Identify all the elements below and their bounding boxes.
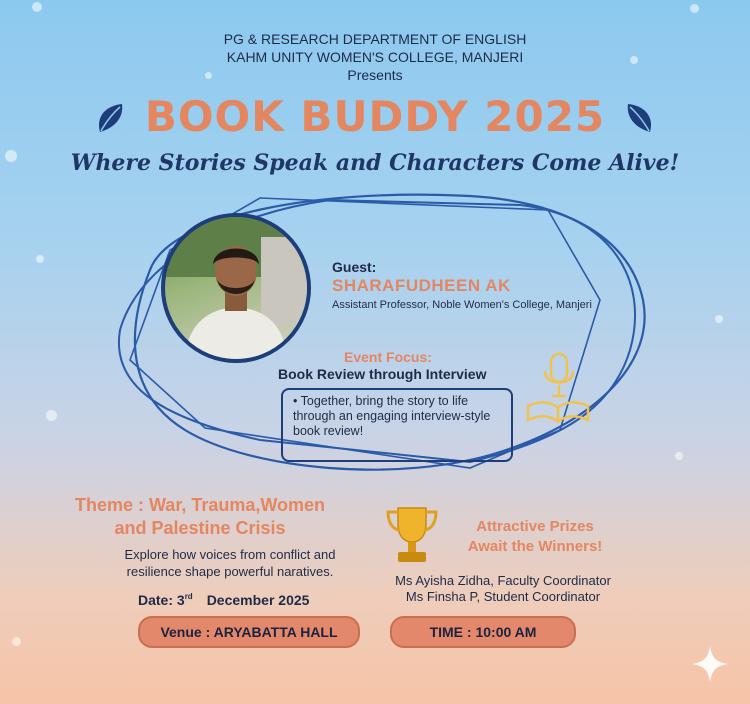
theme-heading xyxy=(40,494,360,540)
guest-label: Guest: xyxy=(332,259,377,275)
venue-pill: Venue : ARYABATTA HALL xyxy=(138,616,360,648)
sparkle-icon xyxy=(690,644,730,684)
student-coordinator: Ms Finsha P, Student Coordinator xyxy=(405,589,601,604)
event-focus-bullet: • Together, bring the story to life through an engaging interview-style book review! xyxy=(293,394,491,438)
microphone-book-icon xyxy=(522,350,594,428)
presents-text: Presents xyxy=(347,67,403,83)
time-pill: TIME : 10:00 AM xyxy=(390,616,576,648)
event-date xyxy=(138,592,309,608)
department-name: PG & RESEARCH DEPARTMENT OF ENGLISH xyxy=(223,31,527,47)
guest-name: SHARAFUDHEEN AK xyxy=(332,276,511,295)
college-name: KAHM UNITY WOMEN'S COLLEGE, MANJERI xyxy=(226,49,524,65)
event-focus-label: Event Focus: xyxy=(344,349,432,365)
theme-line-1: Theme : War, Trauma,Women xyxy=(74,495,326,515)
prizes-line-1: Attractive Prizes xyxy=(476,518,594,535)
guest-role: Assistant Professor, Noble Women's College, Manjeri xyxy=(332,299,592,311)
event-tagline: Where Stories Speak and Characters Come Alive! xyxy=(70,150,680,176)
event-focus-title: Book Review through Interview xyxy=(278,366,487,382)
prizes-text xyxy=(440,517,630,557)
date-prefix: Date: 3 xyxy=(138,592,185,608)
trophy-icon xyxy=(384,504,440,566)
date-ordinal: rd xyxy=(184,592,193,601)
event-title: BOOK BUDDY 2025 xyxy=(144,92,606,141)
theme-line-2: and Palestine Crisis xyxy=(114,518,286,538)
date-rest: December 2025 xyxy=(206,592,310,608)
coordinators xyxy=(380,573,626,605)
guest-portrait-icon xyxy=(165,217,307,359)
guest-photo xyxy=(161,213,311,363)
theme-description: Explore how voices from conflict and resilience shape powerful naratives. xyxy=(124,547,336,579)
prizes-line-2: Await the Winners! xyxy=(467,538,603,555)
faculty-coordinator: Ms Ayisha Zidha, Faculty Coordinator xyxy=(395,573,611,588)
